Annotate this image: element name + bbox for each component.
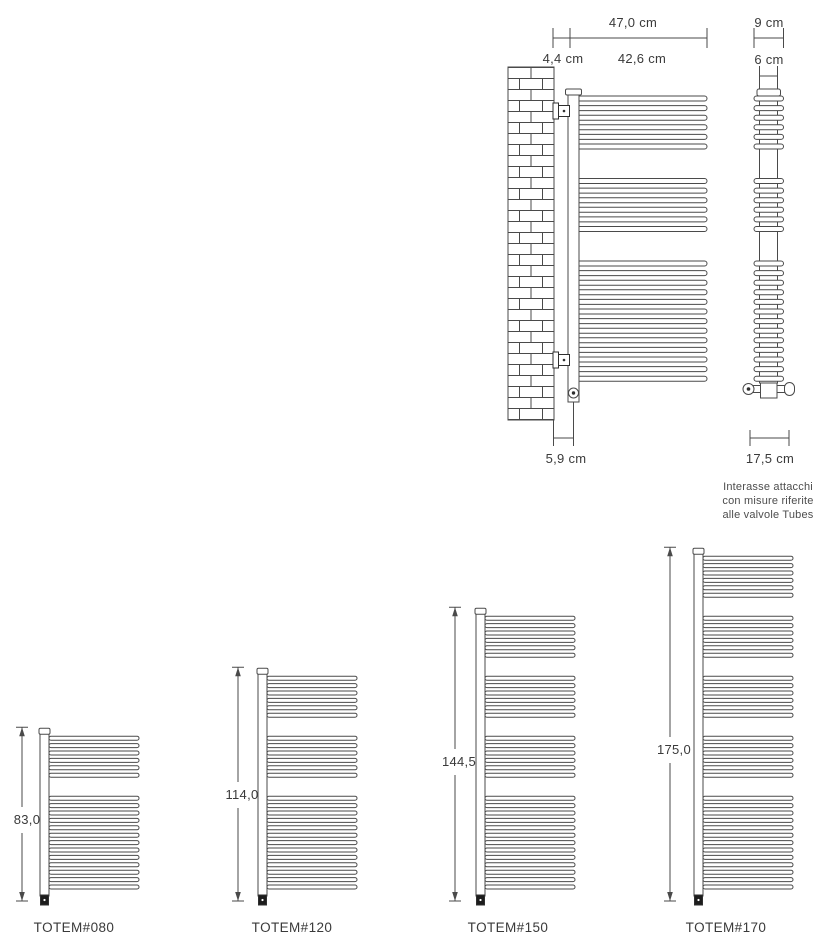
tube-row	[267, 833, 357, 837]
column-top-cap	[475, 608, 486, 614]
front-column-base	[761, 383, 778, 398]
tube-row	[49, 811, 139, 815]
tube-end-rib	[754, 290, 784, 295]
tube-row	[576, 357, 707, 362]
tube-row	[576, 261, 707, 266]
tube-row	[576, 125, 707, 130]
tube-row	[49, 848, 139, 852]
tube-row	[576, 367, 707, 372]
tube-row	[576, 376, 707, 381]
tube-row	[576, 188, 707, 193]
tube-row	[49, 885, 139, 889]
tube-row	[576, 134, 707, 139]
tube-row	[703, 556, 793, 560]
tube-row	[703, 870, 793, 874]
tube-row	[576, 96, 707, 101]
column-top-cap	[257, 668, 268, 674]
tube-row	[267, 811, 357, 815]
tube-row	[703, 653, 793, 657]
tube-row	[703, 616, 793, 620]
tube-end-rib	[754, 217, 784, 222]
tube-end-rib	[754, 338, 784, 343]
left-valve-dot	[747, 387, 751, 391]
tube-row	[485, 676, 575, 680]
model-drawing-totem170	[664, 547, 793, 905]
tube-row	[703, 638, 793, 642]
tube-row	[267, 698, 357, 702]
wall-bracket-plate	[553, 352, 559, 368]
tube-row	[703, 593, 793, 597]
side-view-radiator	[553, 89, 707, 402]
tube-row	[267, 818, 357, 822]
tube-end-rib	[754, 115, 784, 120]
tube-row	[485, 804, 575, 808]
tube-row	[703, 646, 793, 650]
tube-row	[267, 863, 357, 867]
tube-row	[703, 624, 793, 628]
tube-row	[267, 870, 357, 874]
collector-column	[694, 553, 703, 896]
tube-row	[49, 758, 139, 762]
tube-row	[267, 713, 357, 717]
dim-wall-distance-extension	[554, 402, 574, 446]
height-dim-arrow-down	[235, 892, 241, 901]
tube-row	[267, 841, 357, 845]
tube-row	[267, 796, 357, 800]
tube-row	[485, 833, 575, 837]
tube-row	[485, 713, 575, 717]
wall-hatch	[508, 67, 554, 420]
tube-end-rib	[754, 309, 784, 314]
tube-row	[703, 758, 793, 762]
tube-row	[485, 638, 575, 642]
tube-row	[49, 833, 139, 837]
tube-end-rib	[754, 367, 784, 372]
tube-row	[703, 698, 793, 702]
tube-row	[267, 885, 357, 889]
tube-row	[485, 698, 575, 702]
tube-row	[703, 826, 793, 830]
tube-row	[485, 885, 575, 889]
height-dim-arrow-up	[667, 547, 673, 556]
height-dim-arrow-down	[19, 892, 25, 901]
dimension-lines	[553, 28, 789, 446]
tube-row	[267, 848, 357, 852]
valve-caption-line1: Interasse attacchi	[723, 481, 813, 493]
right-valve-knob	[785, 383, 795, 396]
tube-row	[703, 766, 793, 770]
tube-row	[703, 833, 793, 837]
height-label-totem150: 144,5	[441, 754, 477, 769]
tube-row	[485, 758, 575, 762]
model-name-totem120: TOTEM#120	[251, 920, 333, 935]
tube-row	[703, 676, 793, 680]
tube-row	[703, 586, 793, 590]
tube-end-rib	[754, 96, 784, 101]
tube-row	[703, 684, 793, 688]
tube-row	[49, 796, 139, 800]
model-name-totem150: TOTEM#150	[467, 920, 549, 935]
tube-row	[485, 766, 575, 770]
tube-row	[576, 328, 707, 333]
tube-row	[267, 744, 357, 748]
model-name-totem080: TOTEM#080	[33, 920, 115, 935]
bottom-valve-dot	[479, 899, 481, 901]
tube-row	[485, 653, 575, 657]
tube-row	[49, 863, 139, 867]
height-label-totem170: 175,0	[656, 742, 692, 757]
tube-row	[485, 841, 575, 845]
tube-end-rib	[754, 207, 784, 212]
tube-row	[703, 863, 793, 867]
tube-row	[576, 207, 707, 212]
tube-row	[576, 198, 707, 203]
tube-row	[703, 841, 793, 845]
tube-end-rib	[754, 134, 784, 139]
tube-row	[703, 691, 793, 695]
dim-label-wall-offset: 4,4 cm	[542, 51, 584, 66]
tube-row	[485, 631, 575, 635]
tube-row	[485, 736, 575, 740]
tube-row	[267, 773, 357, 777]
tube-row	[267, 855, 357, 859]
front-column-cap	[757, 89, 781, 96]
tube-end-rib	[754, 280, 784, 285]
tube-row	[703, 804, 793, 808]
tube-row	[49, 766, 139, 770]
tube-row	[576, 106, 707, 111]
dim-label-tubes-width: 42,6 cm	[617, 51, 667, 66]
tube-row	[485, 818, 575, 822]
tube-row	[703, 885, 793, 889]
collector-column	[40, 733, 49, 896]
tube-row	[703, 811, 793, 815]
bottom-valve-dot	[43, 899, 45, 901]
tube-end-rib	[754, 198, 784, 203]
tube-row	[703, 578, 793, 582]
tube-row	[267, 804, 357, 808]
tube-end-rib	[754, 357, 784, 362]
tube-row	[485, 811, 575, 815]
tube-row	[576, 271, 707, 276]
tube-row	[49, 870, 139, 874]
tube-row	[267, 751, 357, 755]
tube-row	[267, 691, 357, 695]
tube-row	[576, 227, 707, 232]
tube-row	[703, 736, 793, 740]
tube-row	[267, 706, 357, 710]
tube-row	[49, 773, 139, 777]
tube-end-rib	[754, 347, 784, 352]
tube-row	[576, 280, 707, 285]
tube-row	[703, 571, 793, 575]
height-label-totem080: 83,0	[13, 812, 41, 827]
tube-end-rib	[754, 319, 784, 324]
tube-row	[485, 796, 575, 800]
height-dim-arrow-down	[667, 892, 673, 901]
tube-end-rib	[754, 261, 784, 266]
column-top-cap	[693, 548, 704, 554]
tube-end-rib	[754, 299, 784, 304]
model-name-totem170: TOTEM#170	[685, 920, 767, 935]
tube-row	[703, 855, 793, 859]
tube-row	[485, 863, 575, 867]
tube-row	[485, 646, 575, 650]
tube-row	[703, 751, 793, 755]
dim-label-total-width: 47,0 cm	[608, 15, 658, 30]
tube-row	[703, 713, 793, 717]
tube-row	[267, 684, 357, 688]
tube-row	[485, 878, 575, 882]
bottom-valve-dot	[697, 899, 699, 901]
tube-row	[576, 338, 707, 343]
tube-row	[576, 319, 707, 324]
tube-row	[576, 347, 707, 352]
height-dim-arrow-up	[452, 607, 458, 616]
wall-bracket-screw	[563, 110, 566, 113]
tube-row	[485, 691, 575, 695]
tube-row	[485, 624, 575, 628]
tube-end-rib	[754, 125, 784, 130]
tube-row	[267, 736, 357, 740]
tube-row	[49, 826, 139, 830]
front-edge-view-radiator	[743, 89, 795, 398]
tube-row	[576, 144, 707, 149]
tube-row	[49, 841, 139, 845]
wall-bracket-plate	[553, 103, 559, 119]
tube-end-rib	[754, 227, 784, 232]
tube-row	[703, 706, 793, 710]
tube-row	[267, 878, 357, 882]
dim-label-wall-distance: 5,9 cm	[545, 451, 587, 466]
dim-label-valve-interaxis: 17,5 cm	[745, 451, 795, 466]
tube-end-rib	[754, 328, 784, 333]
tube-row	[485, 773, 575, 777]
tube-row	[703, 848, 793, 852]
tube-row	[267, 676, 357, 680]
tube-row	[485, 826, 575, 830]
collector-column	[476, 613, 485, 896]
tube-row	[49, 751, 139, 755]
tube-row	[485, 855, 575, 859]
tube-row	[703, 878, 793, 882]
tube-row	[703, 796, 793, 800]
height-dim-arrow-up	[19, 727, 25, 736]
height-dim-arrow-down	[452, 892, 458, 901]
valve-caption-line3: alle valvole Tubes	[722, 509, 814, 521]
tube-row	[49, 736, 139, 740]
tube-row	[49, 878, 139, 882]
drain-valve-dot	[572, 391, 575, 394]
tube-end-rib	[754, 271, 784, 276]
height-dim-arrow-up	[235, 667, 241, 676]
tube-row	[485, 870, 575, 874]
model-lineup-drawings	[13, 547, 793, 905]
valve-caption-line2: con misure riferite	[722, 495, 814, 507]
tube-end-rib	[754, 106, 784, 111]
tube-end-rib	[754, 144, 784, 149]
tube-row	[49, 804, 139, 808]
tube-row	[485, 751, 575, 755]
tube-row	[49, 744, 139, 748]
tube-row	[703, 744, 793, 748]
brick-wall	[508, 67, 554, 420]
column-top-cap	[566, 89, 582, 95]
tube-row	[576, 290, 707, 295]
dim-label-front-width: 9 cm	[754, 15, 784, 30]
tube-row	[49, 818, 139, 822]
tube-row	[703, 564, 793, 568]
tube-row	[576, 217, 707, 222]
tube-row	[703, 818, 793, 822]
tube-row	[703, 773, 793, 777]
tube-row	[485, 616, 575, 620]
column-top-cap	[39, 728, 50, 734]
tube-row	[485, 684, 575, 688]
bottom-valve-dot	[261, 899, 263, 901]
tube-end-rib	[754, 376, 784, 381]
tube-row	[485, 744, 575, 748]
tube-row	[267, 826, 357, 830]
tube-end-rib	[754, 188, 784, 193]
tube-row	[576, 309, 707, 314]
wall-bracket-screw	[563, 359, 566, 362]
tube-row	[703, 631, 793, 635]
dim-label-tube-width: 6 cm	[754, 52, 784, 67]
tube-row	[576, 115, 707, 120]
tube-row	[576, 179, 707, 184]
collector-column	[258, 673, 267, 896]
tube-row	[267, 758, 357, 762]
tube-row	[485, 848, 575, 852]
tube-end-rib	[754, 179, 784, 184]
tube-row	[485, 706, 575, 710]
height-label-totem120: 114,0	[225, 787, 259, 802]
tube-row	[49, 855, 139, 859]
tube-row	[576, 299, 707, 304]
tube-row	[267, 766, 357, 770]
